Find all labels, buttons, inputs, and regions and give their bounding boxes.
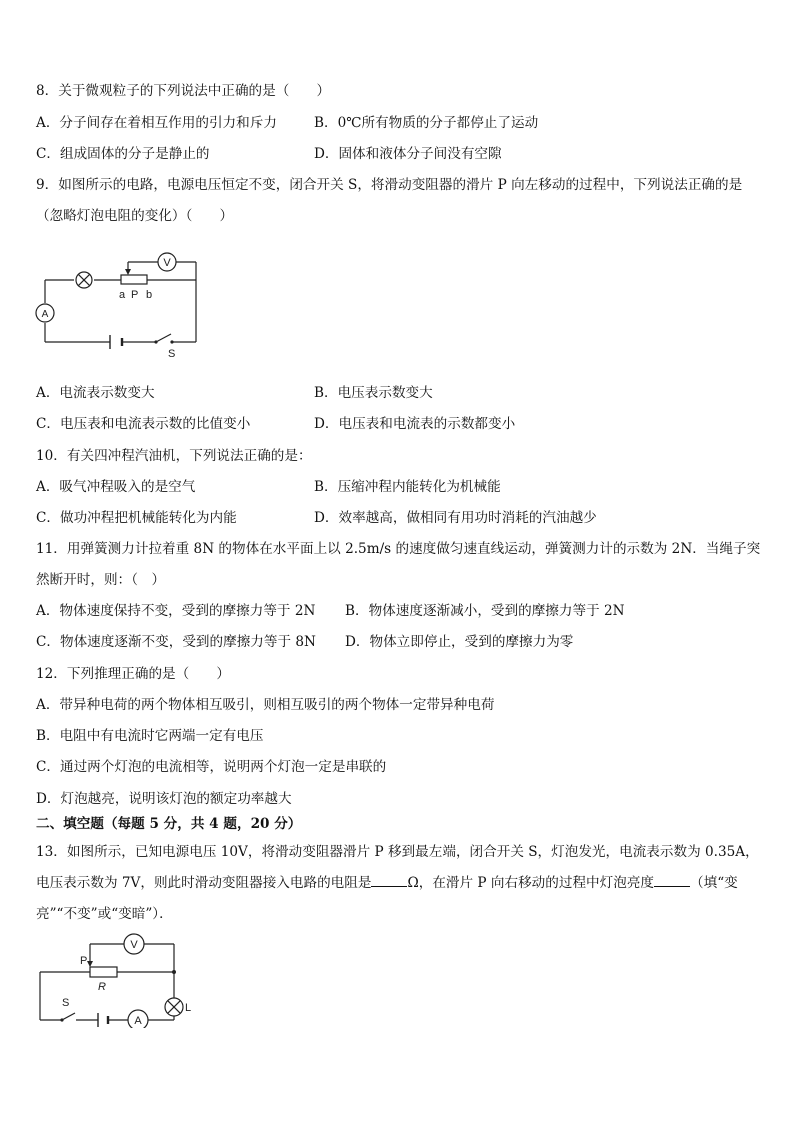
q8-option-a: A．分子间存在着相互作用的引力和斥力 [36,115,277,131]
q12-option-b: B．电阻中有电流时它两端一定有电压 [36,728,264,744]
q13-label-s: S [62,997,70,1009]
q10-stem: 10．有关四冲程汽油机，下列说法正确的是： [36,448,312,464]
q13-label-p: P [80,955,88,967]
q12-option-a: A．带异种电荷的两个物体相互吸引，则相互吸引的两个物体一定带异种电荷 [36,697,495,713]
q10-option-b: B．压缩冲程内能转化为机械能 [314,479,501,495]
q8-option-b: B．0℃所有物质的分子都停止了运动 [314,115,539,131]
q13-answer-blank-resistance[interactable] [371,874,407,887]
q13-ammeter-label: A [134,1015,142,1027]
q11-option-b: B．物体速度逐渐减小，受到的摩擦力等于 2N [345,603,625,619]
q12-option-d: D．灯泡越亮，说明该灯泡的额定功率越大 [36,791,292,807]
q9-label-b: b [146,289,153,301]
q9-voltmeter-label: V [163,257,171,269]
q10-option-c: C．做功冲程把机械能转化为内能 [36,510,237,526]
q9-option-b: B．电压表示数变大 [314,385,433,401]
q13-line2-part2: Ω，在滑片 P 向右移动的过程中灯泡亮度 [407,875,655,891]
q13-line1: 13．如图所示，已知电源电压 10V，将滑动变阻器滑片 P 移到最左端，闭合开关 S，灯泡发光，电流表示数为 0.35A， [36,844,759,860]
q13-label-l: L [185,1002,192,1014]
q13-voltmeter-label: V [130,939,138,951]
q9-label-a: a [119,289,126,301]
q9-option-c: C．电压表和电流表示数的比值变小 [36,416,251,432]
q13-label-r: R [98,981,106,993]
q9-option-a: A．电流表示数变大 [36,385,155,401]
q8-option-d: D．固体和液体分子间没有空隙 [314,146,502,162]
q13-line2 [36,874,738,892]
q13-line2-part1: 电压表示数为 7V，则此时滑动变阻器接入电路的电阻是 [36,875,372,891]
q11-option-c: C．物体速度逐渐不变，受到的摩擦力等于 8N [36,634,316,650]
q11-option-a: A．物体速度保持不变，受到的摩擦力等于 2N [36,603,316,619]
q12-option-c: C．通过两个灯泡的电流相等，说明两个灯泡一定是串联的 [36,759,387,775]
q9-stem-line1: 9．如图所示的电路，电源电压恒定不变，闭合开关 S，将滑动变阻器的滑片 P 向左移动的过程中，下列说法正确的是 [36,177,743,193]
q13-answer-blank-brightness[interactable] [654,874,690,887]
section-title-fill-in: 二、填空题（每题 5 分，共 4 题，20 分） [36,816,302,832]
q9-label-s: S [168,348,176,358]
q11-option-d: D．物体立即停止，受到的摩擦力为零 [345,634,574,650]
q10-option-a: A．吸气冲程吸入的是空气 [36,479,196,495]
q8-option-c: C．组成固体的分子是静止的 [36,146,210,162]
q11-stem-line1: 11．用弹簧测力计拉着重 8N 的物体在水平面上以 2.5m/s 的速度做匀速直线运动，弹簧测力计的示数为 2N．当绳子突 [36,541,761,557]
q9-option-d: D．电压表和电流表的示数都变小 [314,416,516,432]
q13-line2-part3: （填“变 [690,875,738,891]
q9-label-p: P [131,289,139,301]
q9-ammeter-label: A [41,309,49,320]
q12-stem: 12．下列推理正确的是（ ） [36,666,231,682]
q13-circuit-diagram [30,928,210,1028]
q11-stem-line2: 然断开时，则：（ ） [36,572,166,588]
q9-stem-line2: （忽略灯泡电阻的变化）（ ） [36,208,234,224]
q10-option-d: D．效率越高，做相同有用功时消耗的汽油越少 [314,510,597,526]
q9-circuit-diagram [30,246,210,358]
q8-stem: 8．关于微观粒子的下列说法中正确的是（ ） [36,83,331,99]
q13-line3: 亮”“不变”或“变暗”）． [36,906,173,922]
